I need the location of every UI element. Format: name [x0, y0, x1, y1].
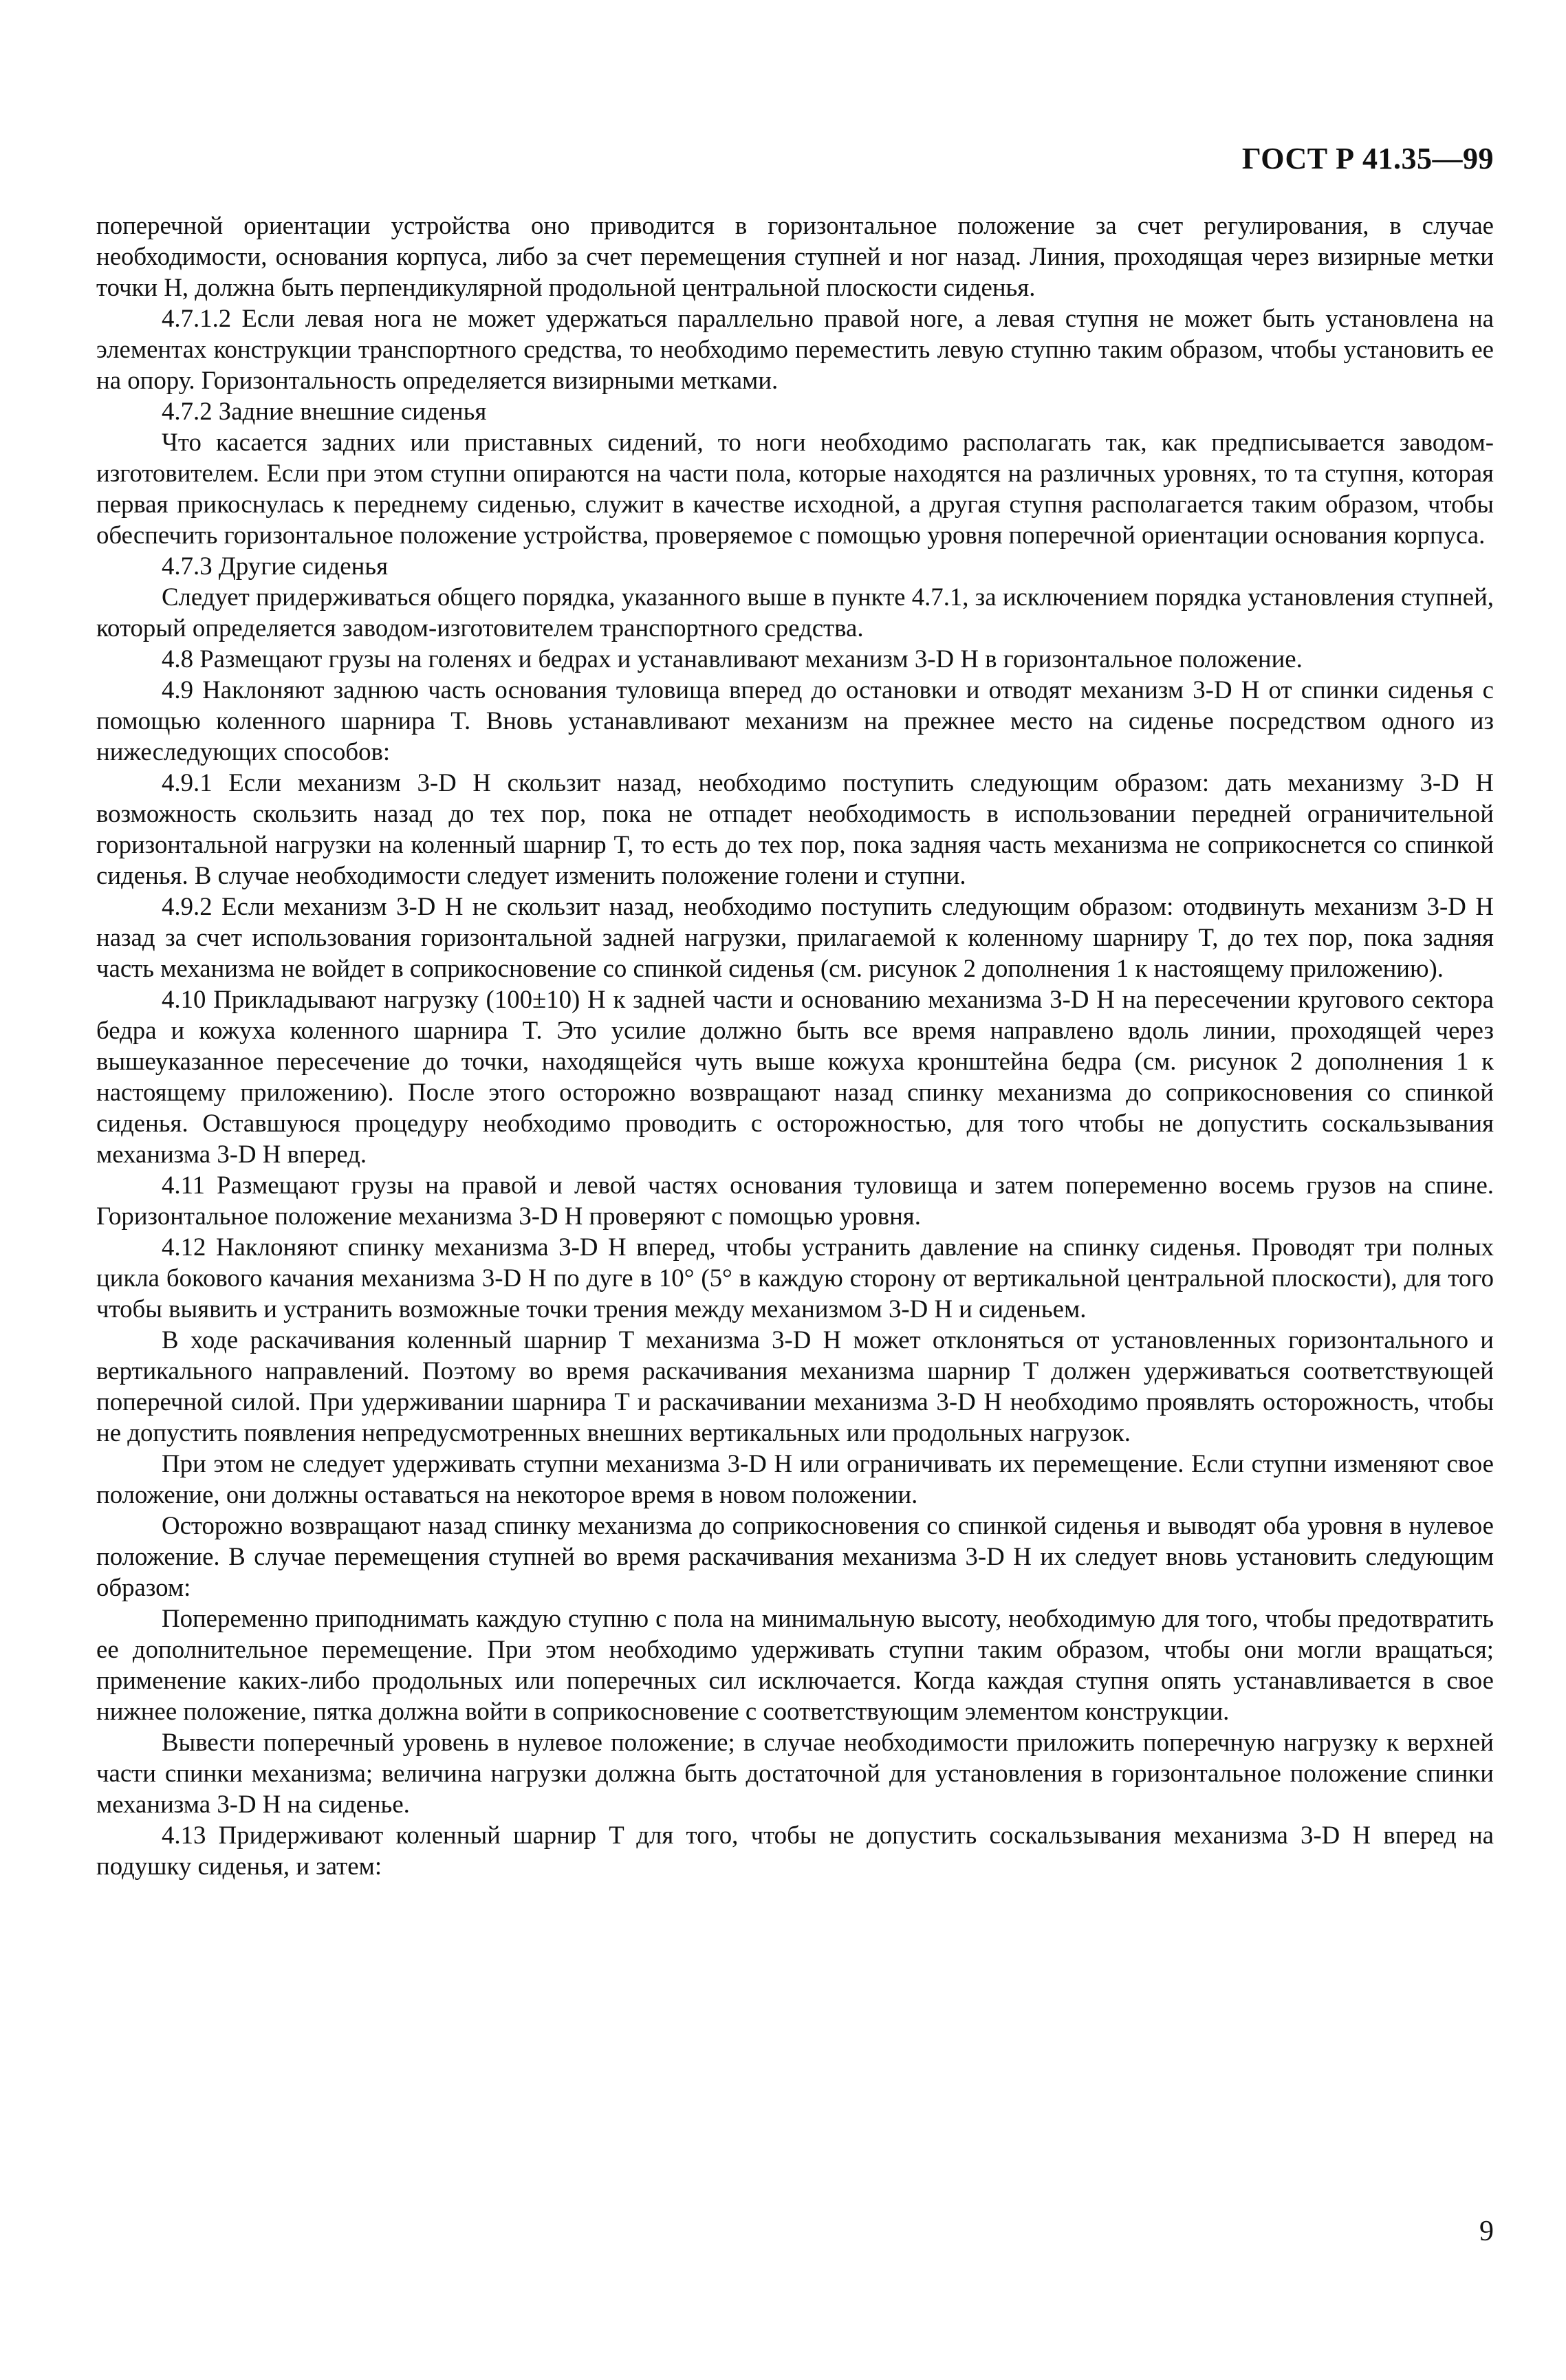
document-page — [96, 0, 1494, 2380]
paragraph: 4.9.1 Если механизм 3-D H скользит назад, необходимо поступить следующим образом: дать механизму 3-D H возможность скользить назад до тех пор, пока не отпадет необходимость в использовании передней ограничительной горизонтальной нагрузки на коленный шарнир T, то есть до тех пор, пока задняя часть механизма не соприкоснется со спинкой сиденья. В случае необходимости следует изменить положение голени и ступни. — [96, 768, 1494, 889]
paragraph: Попеременно приподнимать каждую ступню с пола на минимальную высоту, необходимую для того, чтобы предотвратить ее дополнительное перемещение. При этом необходимо удерживать ступни таким образом, чтобы они могли вращаться; применение каких-либо продольных или поперечных сил исключается. Когда каждая ступня опять устанавливается в свое нижнее положение, пятка должна войти в соприкосновение с соответствующим элементом конструкции. — [96, 1604, 1494, 1725]
paragraph: Что касается задних или приставных сидений, то ноги необходимо располагать так, как предписывается заводом-изготовителем. Если при этом ступни опираются на части пола, которые находятся на различных уровнях, то та ступня, которая первая прикоснулась к переднему сиденью, служит в качестве исходной, а другая ступня располагается таким образом, чтобы обеспечить горизонтальное положение устройства, проверяемое с помощью уровня поперечной ориентации основания корпуса. — [96, 428, 1494, 549]
paragraph: 4.7.1.2 Если левая нога не может удержаться параллельно правой ноге, а левая ступня не может быть установлена на элементах конструкции транспортного средства, то необходимо переместить левую ступню таким образом, чтобы установить ее на опору. Горизонтальность определяется визирными метками. — [96, 304, 1494, 394]
document-body — [96, 210, 1494, 1881]
paragraph: Осторожно возвращают назад спинку механизма до соприкосновения со спинкой сиденья и выводят оба уровня в нулевое положение. В случае перемещения ступней во время раскачивания механизма 3-D H их следует вновь установить следующим образом: — [96, 1511, 1494, 1601]
paragraph: Следует придерживаться общего порядка, указанного выше в пункте 4.7.1, за исключением порядка установления ступней, который определяется заводом-изготовителем транспортного средства. — [96, 583, 1494, 642]
paragraph: поперечной ориентации устройства оно приводится в горизонтальное положение за счет регулирования, в случае необходимости, основания корпуса, либо за счет перемещения ступней и ног назад. Линия, проходящая через визирные метки точки Н, должна быть перпендикулярной продольной центральной плоскости сиденья. — [96, 211, 1494, 301]
section-heading: 4.7.3 Другие сиденья — [162, 552, 388, 580]
paragraph: 4.9 Наклоняют заднюю часть основания туловища вперед до остановки и отводят механизм 3-D H от спинки сиденья с помощью коленного шарнира T. Вновь устанавливают механизм на прежнее место на сиденье посредством одного из нижеследующих способов: — [96, 675, 1494, 766]
section-heading: 4.7.2 Задние внешние сиденья — [162, 397, 487, 425]
paragraph: Вывести поперечный уровень в нулевое положение; в случае необходимости приложить поперечную нагрузку к верхней части спинки механизма; величина нагрузки должна быть достаточной для установления в горизонтальное положение спинки механизма 3-D H на сиденье. — [96, 1728, 1494, 1818]
paragraph: 4.9.2 Если механизм 3-D H не скользит назад, необходимо поступить следующим образом: отодвинуть механизм 3-D H назад за счет использования горизонтальной задней нагрузки, прилагаемой к коленному шарниру T, до тех пор, пока задняя часть механизма не войдет в соприкосновение со спинкой сиденья (см. рисунок 2 дополнения 1 к настоящему приложению). — [96, 892, 1494, 982]
paragraph: При этом не следует удерживать ступни механизма 3-D H или ограничивать их перемещение. Если ступни изменяют свое положение, они должны оставаться на некоторое время в новом положении. — [96, 1449, 1494, 1508]
paragraph: 4.8 Размещают грузы на голенях и бедрах и устанавливают механизм 3-D H в горизонтальное положение. — [162, 645, 1303, 673]
paragraph: 4.13 Придерживают коленный шарнир T для того, чтобы не допустить соскальзывания механизма 3-D H вперед на подушку сиденья, и затем: — [96, 1821, 1494, 1880]
paragraph: 4.12 Наклоняют спинку механизма 3-D H вперед, чтобы устранить давление на спинку сиденья. Проводят три полных цикла бокового качания механизма 3-D H по дуге в 10° (5° в каждую сторону от вертикальной центральной плоскости), для того чтобы выявить и устранить возможные точки трения между механизмом 3-D H и сиденьем. — [96, 1233, 1494, 1323]
document-header: ГОСТ Р 41.35—99 — [1241, 142, 1494, 175]
page-number: 9 — [1479, 2216, 1494, 2247]
paragraph: В ходе раскачивания коленный шарнир T механизма 3-D H может отклоняться от установленных горизонтального и вертикального направлений. Поэтому во время раскачивания механизма шарнир T должен удерживаться соответствующей поперечной силой. При удерживании шарнира T и раскачивании механизма 3-D H необходимо проявлять осторожность, чтобы не допустить появления непредусмотренных внешних вертикальных или продольных нагрузок. — [96, 1326, 1494, 1447]
paragraph: 4.10 Прикладывают нагрузку (100±10) Н к задней части и основанию механизма 3-D H на пересечении кругового сектора бедра и кожуха коленного шарнира T. Это усилие должно быть все время направлено вдоль линии, проходящей через вышеуказанное пересечение до точки, находящейся чуть выше кожуха кронштейна бедра (см. рисунок 2 дополнения 1 к настоящему приложению). После этого осторожно возвращают назад спинку механизма до соприкосновения со спинкой сиденья. Оставшуюся процедуру необходимо проводить с осторожностью, для того чтобы не допустить соскальзывания механизма 3-D H вперед. — [96, 985, 1494, 1168]
paragraph: 4.11 Размещают грузы на правой и левой частях основания туловища и затем попеременно восемь грузов на спине. Горизонтальное положение механизма 3-D H проверяют с помощью уровня. — [96, 1171, 1494, 1230]
